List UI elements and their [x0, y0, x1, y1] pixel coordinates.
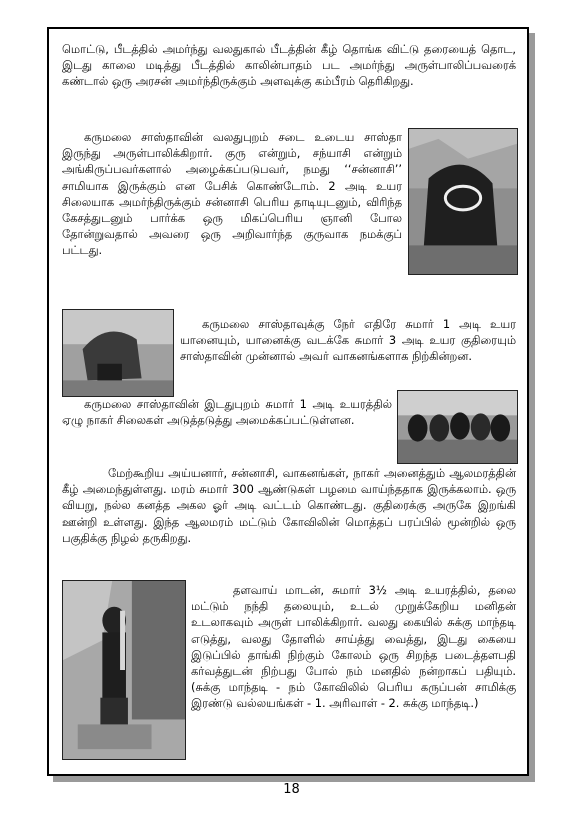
- paragraph-3: கருமலை சாஸ்தாவுக்கு நேர் எதிரே சுமார் 1 அடி உயர யானையும், யானைக்கு வடக்கே சுமார் 3 அடி உயர குதிரையும் சாஸ்தாவின் முன்னால் அவர் வாகனங்களாக நிற்கின்றன.: [180, 317, 516, 364]
- paragraph-6: தளவாய் மாடன், சுமார் 3½ அடி உயரத்தில், தலை மட்டும் நந்தி தலையும், உடல் முறுக்கேறிய மனிதன் உடலாகவும் அருள் பாலிக்கிறார். வலது கையில் சுக்கு மாந்தடி எடுத்து, வலது தோளில் சாய்த்து வைத்து, இடது கையை இடுப்பில் தாங்கி நிற்கும் கோலம் ஒரு சிறந்த படைத்தளபதி கர்வத்துடன் நிற்பது போல் நம் மனதில் நன்றாகப் பதியும். (சுக்கு மாந்தடி - நம் கோவிலில் பெரிய கருப்பன் சாமிக்கு இரண்டு வல்லயங்கள் - 1. அரிவாள் - 2. சுக்கு மாந்தடி.): [191, 583, 516, 711]
- paragraph-1: மொட்டு, பீடத்தில் அமர்ந்து வலதுகால் பீடத்தின் கீழ் தொங்க விட்டு தரையைத் தொட, இடது காலை மடித்து பீடத்தில் காலின்பாதம் பட அமர்ந்து அருள்பாலிப்பவரைக் கண்டால் ஒரு அரசன் அமர்ந்திருக்கும் அளவுக்கு கம்பீரம் தெரிகிறது.: [62, 42, 516, 89]
- paragraph-5: மேற்கூறிய அய்யனார், சன்னாசி, வாகனங்கள், நாகர் அனைத்தும் ஆலமரத்தின் கீழ் அமைந்துள்ளது. மரம் சுமார் 300 ஆண்டுகள் பழமை வாய்ந்ததாக இருக்கலாம். ஒரு வியறு, நல்ல கனத்த அகல ஓர் அடி வட்டம் கொண்டது. குதிரைக்கு அருகே இறங்கி ஊன்றி உள்ளது. இந்த ஆலமரம் மட்டும் கோவிலின் மொத்தப் பரப்பில் மூன்றில் ஒரு பகுதிக்கு நிழல் தருகிறது.: [62, 466, 516, 545]
- photo-naga-statues: [397, 390, 518, 464]
- paragraph-4: கருமலை சாஸ்தாவின் இடதுபுறம் சுமார் 1 அடி உயரத்தில் ஏழு நாகர் சிலைகள் அடுத்தடுத்து அமைக்கப்பட்டுள்ளன.: [62, 397, 392, 428]
- photo-sannasi-statue: [408, 128, 518, 275]
- photo-elephant-vehicle: [62, 309, 174, 397]
- paragraph-2: கருமலை சாஸ்தாவின் வலதுபுறம் சடை உடைய சாஸ்தா இருந்து அருள்பாலிக்கிறார். குரு என்றும், சந்யாசி என்றும் அங்கிருப்பவர்களால் அழைக்கப்படுபவர், நமது ‘‘சன்னாசி’’ சாமியாக இருக்கும் என பேசிக் கொண்டோம். 2 அடி உயர சிலையாக அமர்ந்திருக்கும் சன்னாசி பெரிய தாடியுடனும், விரிந்த கேசத்துடனும் பார்க்க ஒரு மிகப்பெரிய ஞானி போல தோன்றுவதால் அவரை ஒரு அறிவார்ந்த குருவாக நமக்குப் பட்டது.: [62, 130, 402, 258]
- page-number: 18: [283, 782, 300, 797]
- photo-thalavai-madan: [62, 580, 186, 760]
